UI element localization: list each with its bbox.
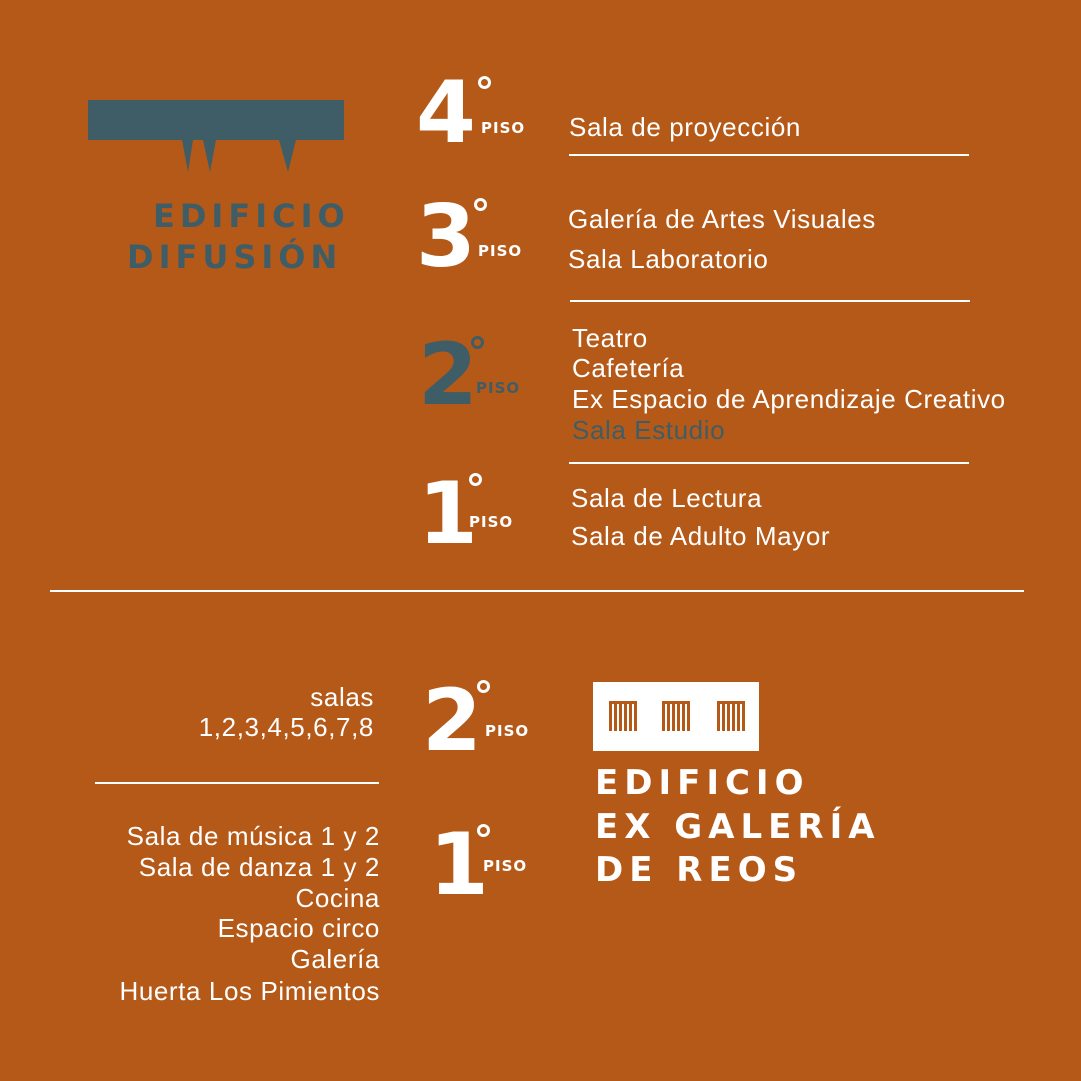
floor-2-room-1: Teatro (572, 323, 648, 353)
floor-4-room-1: Sala de proyección (569, 112, 801, 142)
divider (569, 462, 969, 464)
galeria-floor-1-degree (477, 824, 490, 837)
floor-1-room-1: Sala de Lectura (571, 483, 763, 513)
galeria-floor-1-room-4: Espacio circo (217, 913, 380, 943)
floor-2-room-2: Cafetería (572, 353, 685, 383)
floor-1-piso-label: PISO (469, 513, 514, 531)
divider (570, 300, 970, 302)
floor-3-degree (474, 198, 487, 211)
difusion-title-line2: DIFUSIÓN (127, 238, 343, 276)
difusion-building-logo (88, 100, 346, 176)
galeria-floor-2-number: 2 (422, 671, 478, 771)
floor-2-number: 2 (418, 325, 474, 425)
galeria-floor-1-number: 1 (429, 815, 485, 915)
floor-1-room-2: Sala de Adulto Mayor (571, 521, 831, 551)
section-divider (50, 590, 1024, 592)
floor-3-room-2: Sala Laboratorio (568, 244, 769, 274)
floor-4-degree (478, 76, 491, 89)
floor-2-room-3: Ex Espacio de Aprendizaje Creativo (572, 384, 1006, 414)
difusion-title-line1: EDIFICIO (153, 197, 350, 235)
divider (569, 154, 969, 156)
galeria-floor-2-piso-label: PISO (485, 722, 530, 740)
galeria-title-line1: EDIFICIO (595, 763, 810, 803)
galeria-floor-2-room-1: salas (310, 682, 374, 712)
galeria-floor-1-room-5: Galería (290, 944, 380, 974)
floor-4-piso-label: PISO (481, 119, 526, 137)
galeria-floor-2-room-2: 1,2,3,4,5,6,7,8 (198, 712, 374, 742)
galeria-building-logo (593, 682, 760, 752)
floor-1-degree (469, 473, 482, 486)
galeria-title-line2: EX GALERÍA (595, 807, 881, 847)
galeria-floor-1-room-3: Cocina (295, 883, 380, 913)
floor-1-number: 1 (418, 464, 474, 564)
galeria-floor-2-degree (477, 680, 490, 693)
divider (95, 782, 379, 784)
floor-2-room-4: Sala Estudio (572, 415, 726, 445)
floor-3-piso-label: PISO (478, 242, 523, 260)
floor-2-degree (471, 336, 484, 349)
galeria-floor-1-room-6: Huerta Los Pimientos (119, 976, 380, 1006)
galeria-floor-1-room-1: Sala de música 1 y 2 (126, 821, 380, 851)
galeria-title-line3: DE REOS (595, 850, 804, 890)
galeria-floor-1-room-2: Sala de danza 1 y 2 (138, 852, 380, 882)
floor-3-room-1: Galería de Artes Visuales (568, 204, 876, 234)
floor-2-piso-label: PISO (476, 379, 521, 397)
galeria-floor-1-piso-label: PISO (483, 857, 528, 875)
floor-4-number: 4 (416, 63, 472, 163)
floor-3-number: 3 (416, 187, 472, 287)
